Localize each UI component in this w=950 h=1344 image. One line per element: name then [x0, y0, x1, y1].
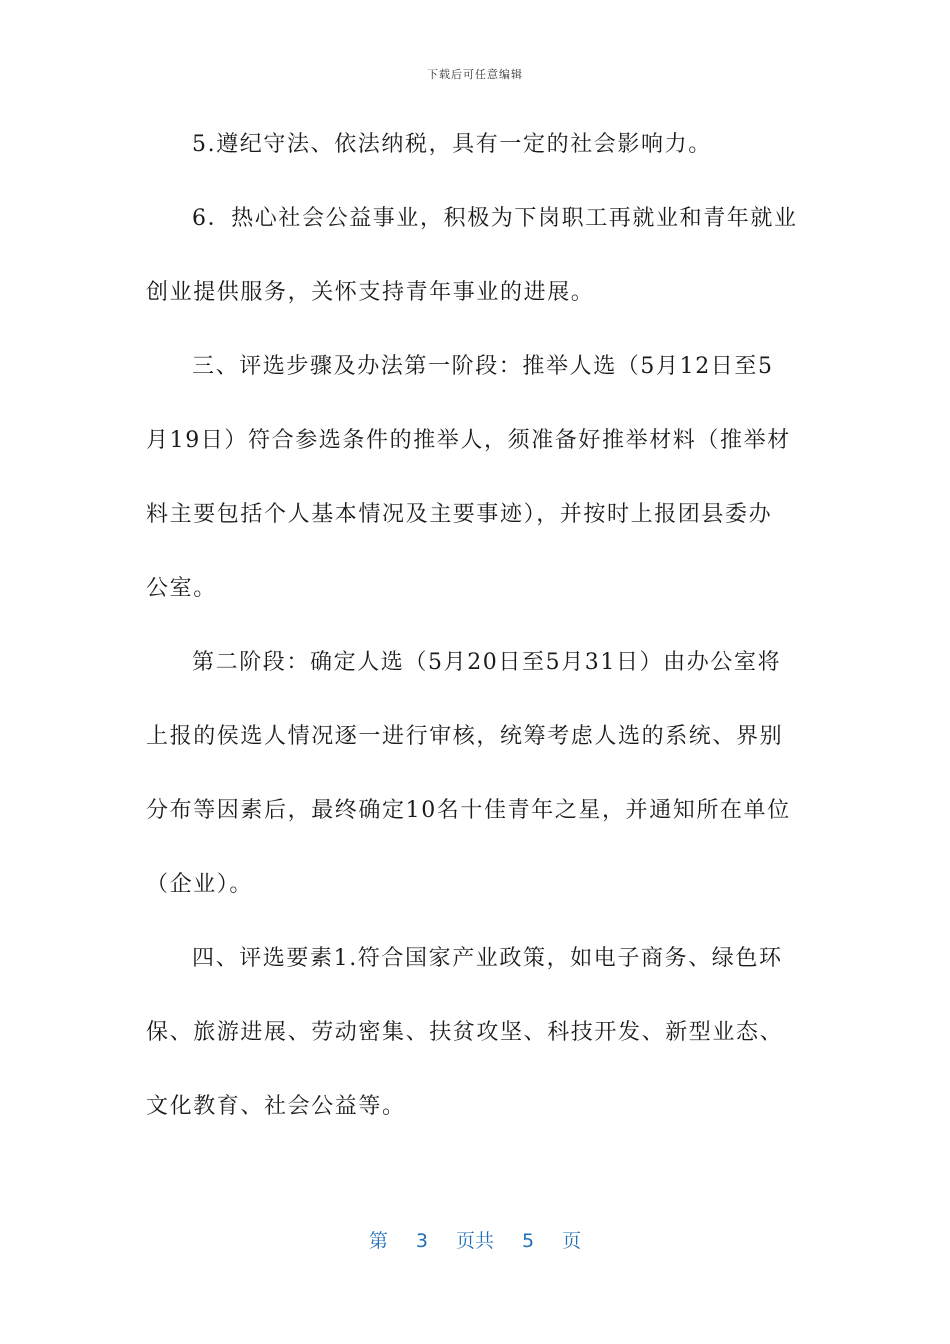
- total-pages: 5: [522, 1230, 535, 1252]
- paragraph-line: 文化教育、社会公益等。: [146, 1094, 406, 1119]
- page-number: 3: [415, 1230, 428, 1252]
- page-label-mid: 页共: [455, 1230, 494, 1252]
- paragraph-line: 上报的侯选人情况逐一进行审核，统筹考虑人选的系统、界别: [146, 724, 784, 749]
- header-note: 下载后可任意编辑: [427, 68, 523, 81]
- paragraph-line: 三、评选步骤及办法第一阶段：推举人选（5月12日至5: [192, 354, 774, 379]
- paragraph-line: 公室。: [146, 576, 217, 601]
- paragraph-line: （企业）。: [146, 872, 254, 897]
- paragraph-line: 保、旅游进展、劳动密集、扶贫攻坚、科技开发、新型业态、: [146, 1020, 784, 1045]
- paragraph-line: 创业提供服务，关怀支持青年事业的进展。: [146, 280, 595, 305]
- paragraph-line: 6．热心社会公益事业，积极为下岗职工再就业和青年就业: [192, 206, 798, 231]
- paragraph-line: 料主要包括个人基本情况及主要事迹），并按时上报团县委办: [146, 502, 773, 527]
- paragraph-line: 四、评选要素1.符合国家产业政策，如电子商务、绿色环: [192, 946, 783, 971]
- paragraph-line: 月19日）符合参选条件的推举人，须准备好推举材料（推举材: [146, 428, 791, 453]
- page-label-prefix: 第: [368, 1230, 388, 1252]
- page-footer: [0, 1226, 950, 1253]
- paragraph-line: 分布等因素后，最终确定10名十佳青年之星，并通知所在单位: [146, 798, 791, 823]
- paragraph-line: 5.遵纪守法、依法纳税，具有一定的社会影响力。: [192, 132, 712, 157]
- paragraph-line: 第二阶段：确定人选（5月20日至5月31日）由办公室将: [192, 650, 782, 675]
- page-label-suffix: 页: [562, 1230, 582, 1252]
- document-body: [146, 124, 806, 1160]
